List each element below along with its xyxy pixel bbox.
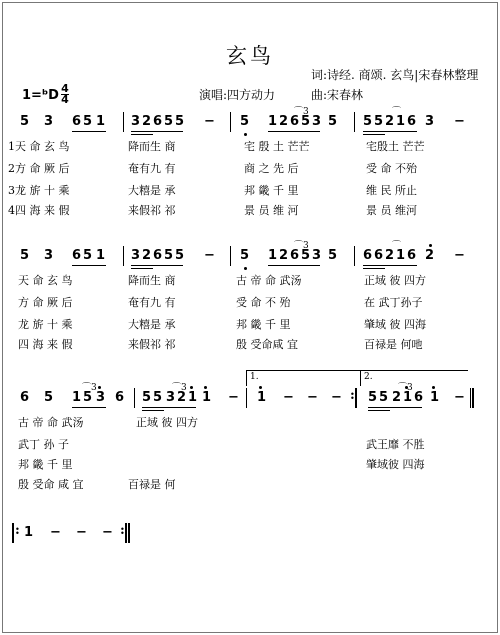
verse-2: 2方 命 厥 后 奄有九 有 商 之 先 后 受 命 不殆 [8,162,417,175]
jianpu-note: 6 [153,248,163,263]
sustain-dash: − [331,390,342,405]
jianpu-note: 5 [374,114,384,129]
jianpu-note: 5 [175,248,185,263]
verse-4: 四 海 来 假 来假祁 祁 殷 受命咸 宜 百禄是 何吔 [18,338,423,351]
sustain-dash: − [204,114,215,129]
jianpu-note: 2 [385,248,395,263]
jianpu-note: 5 [83,390,93,405]
jianpu-note: 3 [44,248,54,263]
volta-1-label: 1. [250,372,259,382]
jianpu-note: 6 [290,114,300,129]
jianpu-note: 1 [396,248,406,263]
sustain-dash: − [102,525,113,540]
jianpu-note: 1 [268,248,278,263]
sustain-dash: − [283,390,294,405]
jianpu-note: 2 [279,248,289,263]
verse-1: 1天 命 玄 鸟 降而生 商 宅 殷 土 芒芒 宅殷土 芒芒 [8,140,425,153]
sustain-dash: − [454,390,465,405]
jianpu-note: 1 [268,114,278,129]
singer-credit: 演唱:四方动力 [199,88,276,102]
verse-1: 天 命 玄 鸟 降而生 商 古 帝 命 武汤 正域 彼 四方 [18,274,426,287]
jianpu-note: 2 [392,390,402,405]
jianpu-note: 5 [20,248,30,263]
jianpu-note: 5 [368,390,378,405]
sustain-dash: − [307,390,318,405]
jianpu-note: 6 [374,248,384,263]
jianpu-note: 1 [403,390,413,405]
jianpu-note: 3 [44,114,54,129]
jianpu-note: 5 [83,114,93,129]
jianpu-note: 3 [425,114,435,129]
verse-4: 4四 海 来 假 来假祁 祁 景 员 维 河 景 员 维河 [8,204,417,217]
jianpu-note: 6 [115,390,125,405]
sustain-dash: − [454,248,465,263]
time-signature [61,84,69,105]
jianpu-note: 5 [175,114,185,129]
jianpu-note: 5 [83,248,93,263]
lyricist-credit: 词:诗经. 商颂. 玄鸟|宋春林整理 [311,68,479,82]
jianpu-note: 5 [44,390,54,405]
sustain-dash: − [50,525,61,540]
jianpu-note: 1 [24,525,34,540]
system-3-notes: : ⌒3 ⌒3 ⌒3 6 5 1 5 3 6 5 5 3 2 1 1 − 1 − − − 5 5 2 1 6 1 − [0,390,500,412]
volta-2-bracket [360,370,468,371]
jianpu-note: 5 [301,114,311,129]
jianpu-note: 2 [279,114,289,129]
jianpu-note: 3 [312,248,322,263]
jianpu-note: 1 [96,114,106,129]
jianpu-note: 5 [328,114,338,129]
jianpu-note: 3 [166,390,176,405]
jianpu-note: 1 [430,390,440,405]
jianpu-note: 1 [72,390,82,405]
jianpu-note: 6 [20,390,30,405]
jianpu-note: 1 [257,390,267,405]
jianpu-note: 2 [142,114,152,129]
song-title: 玄鸟 [226,44,274,68]
verse-3: 3龙 旂 十 乘 大糦是 承 邦 畿 千 里 维 民 所止 [8,184,417,197]
jianpu-note: 6 [363,248,373,263]
jianpu-note: 2 [425,248,435,263]
meter-bottom: 4 [61,93,69,106]
sustain-dash: − [228,390,239,405]
jianpu-note: 2 [142,248,152,263]
volta-2-label: 2. [364,372,373,382]
key-signature: 1=ᵇD [22,88,59,103]
jianpu-note: 5 [240,114,250,129]
volta-1-bracket [246,370,360,371]
jianpu-note: 5 [240,248,250,263]
jianpu-note: 5 [164,248,174,263]
jianpu-note: 1 [396,114,406,129]
jianpu-note: 5 [301,248,311,263]
verse-3: 龙 旂 十 乘 大糦是 承 邦 畿 千 里 肇域 彼 四海 [18,318,426,331]
sustain-dash: − [454,114,465,129]
jianpu-note: 1 [202,390,212,405]
jianpu-note: 5 [328,248,338,263]
jianpu-note: 6 [407,248,417,263]
jianpu-note: 5 [379,390,389,405]
jianpu-note: 3 [131,114,141,129]
system-1-notes: ⌒3 ⌒ 5 3 6 5 1 3 2 6 5 5 − 5 1 2 6 5 3 5 5 5 2 1 6 3 − [0,114,500,136]
verse-2: 方 命 厥 后 奄有九 有 受 命 不 殆 在 武丁孙子 [18,296,423,309]
system-2-notes: ⌒3 ⌒ 5 3 6 5 1 3 2 6 5 5 − 5 1 2 6 5 3 5 6 6 2 1 6 2 − [0,248,500,270]
jianpu-note: 1 [188,390,198,405]
jianpu-note: 5 [20,114,30,129]
meter-top: 4 [61,82,69,95]
jianpu-note: 5 [363,114,373,129]
verse-3: 邦 畿 千 里 肇域彼 四海 [18,458,425,471]
system-4-notes [0,525,500,547]
jianpu-note: 2 [177,390,187,405]
jianpu-note: 6 [72,114,82,129]
sustain-dash: − [76,525,87,540]
jianpu-note: 1 [96,248,106,263]
jianpu-note: 5 [153,390,163,405]
jianpu-note: 6 [407,114,417,129]
jianpu-note: 6 [290,248,300,263]
jianpu-note: 6 [72,248,82,263]
jianpu-note: 5 [142,390,152,405]
verse-2: 武丁 孙 子 武王靡 不胜 [18,438,425,451]
jianpu-note: 2 [385,114,395,129]
jianpu-note: 6 [153,114,163,129]
composer-credit: 曲:宋春林 [311,88,364,102]
sustain-dash: − [204,248,215,263]
verse-1: 古 帝 命 武汤 正域 彼 四方 [18,416,198,429]
jianpu-note: 5 [164,114,174,129]
verse-4: 殷 受命 咸 宜 百禄是 何 [18,478,176,491]
jianpu-note: 3 [312,114,322,129]
jianpu-note: 3 [131,248,141,263]
jianpu-note: 3 [96,390,106,405]
jianpu-note: 6 [414,390,424,405]
